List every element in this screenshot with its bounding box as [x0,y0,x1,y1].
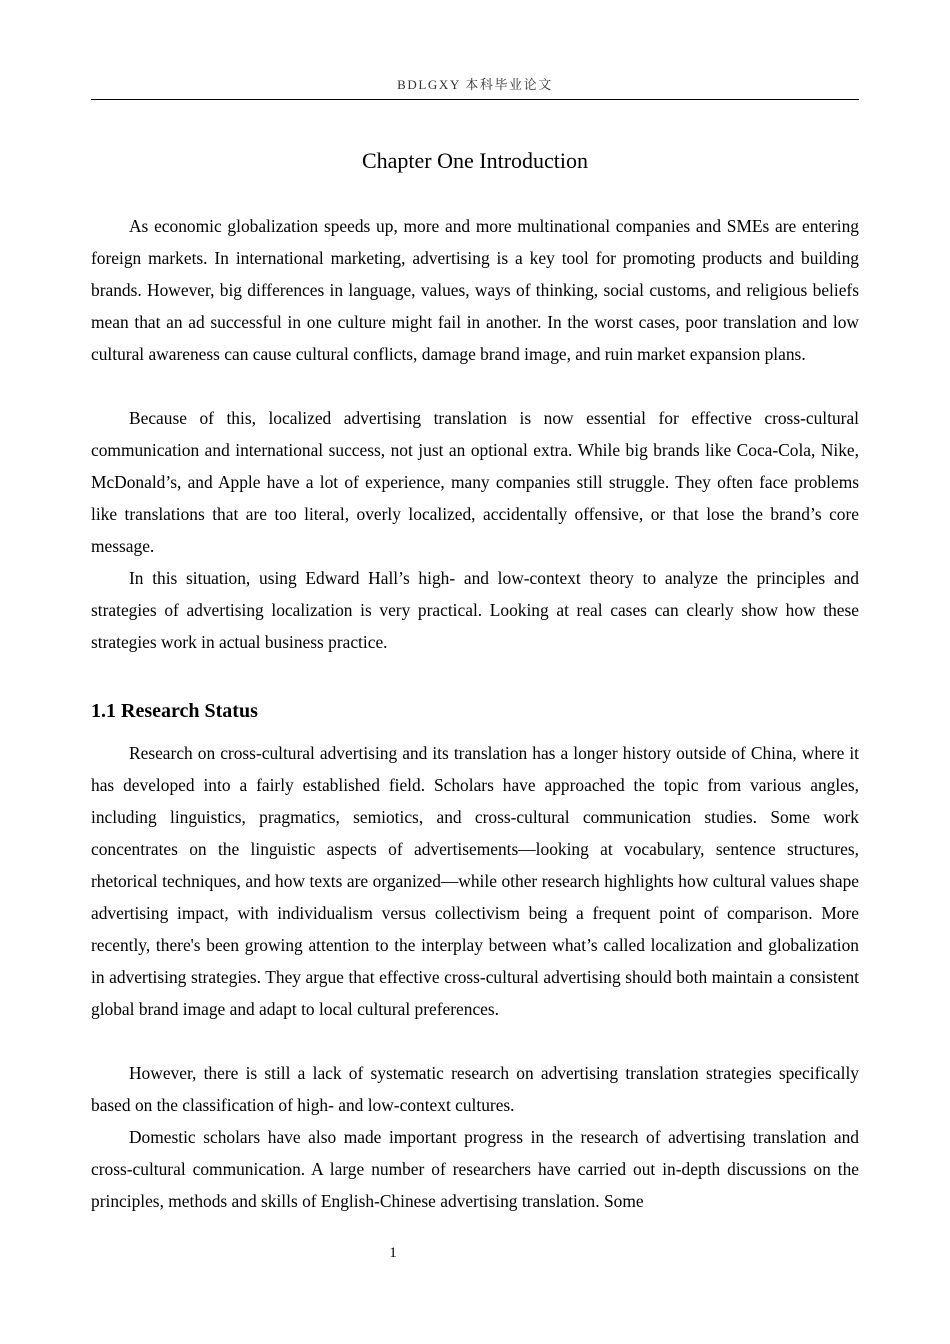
chapter-title: Chapter One Introduction [361,148,589,173]
research-paragraph-1: Research on cross-cultural advertising and its translation has a longer history outside of China, where it has developed into a fairly established field. Scholars have approached the topic from various angles, including linguistics, pragmatics, semiotics, and cross-cultural communication studies. Some work concentrates on the linguistic aspects of advertisements—looking at vocabulary, sentence structures, rhetorical techniques, and how texts are organized—while other research highlights how cultural values shape advertising impact, with individualism versus collectivism being a frequent point of comparison. More recently, there's been growing attention to the interplay between what’s called localization and globalization in advertising strategies. They argue that effective cross-cultural advertising should both maintain a consistent global brand image and adapt to local cultural preferences. [91,743,859,1019]
page-number: 1 [389,1245,397,1261]
research-paragraph-3: Domestic scholars have also made important progress in the research of advertising translation and cross-cultural communication. A large number of researchers have carried out in-depth discussions on the principles, methods and skills of English-Chinese advertising translation. Some [91,1127,859,1211]
header-rule [91,99,859,100]
intro-paragraph-1: As economic globalization speeds up, more and more multinational companies and SMEs are entering foreign markets. In international marketing, advertising is a key tool for promoting products and building brands. However, big differences in language, values, ways of thinking, social customs, and religious beliefs mean that an ad successful in one culture might fail in another. In the worst cases, poor translation and low cultural awareness can cause cultural conflicts, damage brand image, and ruin market expansion plans. [91,216,859,364]
intro-paragraph-2: Because of this, localized advertising translation is now essential for effective cross-cultural communication and international success, not just an optional extra. While big brands like Coca-Cola, Nike, McDonald’s, and Apple have a lot of experience, many companies still struggle. They often face problems like translations that are too literal, overly localized, accidentally offensive, or that lose the brand’s core message. [91,408,859,556]
intro-paragraph-3: In this situation, using Edward Hall’s high- and low-context theory to analyze the principles and strategies of advertising localization is very practical. Looking at real cases can clearly show how these strategies work in actual business practice. [91,568,859,652]
running-header: BDLGXY 本科毕业论文 [397,77,553,92]
section-heading: 1.1 Research Status [91,700,258,722]
research-paragraph-2: However, there is still a lack of systematic research on advertising translation strategies specifically based on the classification of high- and low-context cultures. [91,1063,859,1115]
